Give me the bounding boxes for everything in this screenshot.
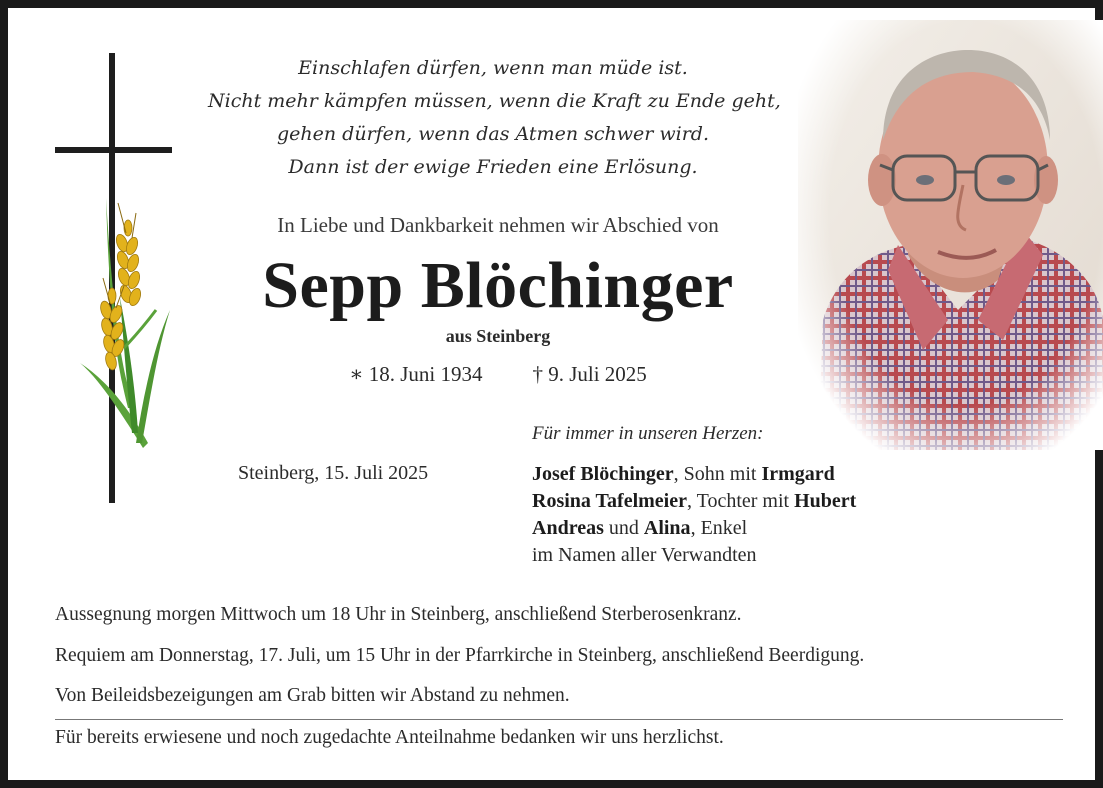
mourner-name: Irmgard	[761, 463, 835, 485]
mourner-name: Andreas	[532, 517, 604, 539]
deceased-name: Sepp Blöchinger	[262, 249, 734, 322]
mourner-name: Rosina Tafelmeier	[532, 490, 687, 512]
divider-line	[55, 719, 1063, 720]
thanks-line: Für bereits erwiesene und noch zugedachte Anteilnahme bedanken wir uns herzlichst.	[55, 727, 724, 748]
verse-line: Einschlafen dürfen, wenn man müde ist.	[298, 57, 688, 79]
notice-line: Aussegnung morgen Mittwoch um 18 Uhr in Steinberg, anschließend Sterberosenkranz.	[55, 604, 742, 625]
farewell-intro: In Liebe und Dankbarkeit nehmen wir Abschied von	[277, 213, 719, 237]
forever-heading: Für immer in unseren Herzen:	[532, 423, 764, 444]
verse-line: gehen dürfen, wenn das Atmen schwer wird.	[277, 123, 709, 145]
deceased-origin: aus Steinberg	[445, 326, 551, 346]
cross-with-wheat-icon	[48, 48, 178, 508]
portrait-photo	[798, 20, 1103, 450]
death-date: † 9. Juli 2025	[532, 362, 647, 386]
mourner-name: Alina	[643, 517, 691, 539]
verse-line: Nicht mehr kämpfen müssen, wenn die Kraft zu Ende geht,	[208, 90, 781, 112]
birth-date: ∗ 18. Juni 1934	[349, 362, 483, 386]
mourner-name: Josef Blöchinger	[532, 463, 674, 485]
mourner-row	[532, 461, 856, 488]
mourner-row: im Namen aller Verwandten	[532, 544, 757, 566]
notice-line: Requiem am Donnerstag, 17. Juli, um 15 Uhr in der Pfarrkirche in Steinberg, anschließend Beerdigung.	[55, 644, 865, 666]
mourner-row	[532, 515, 856, 542]
verse-line: Dann ist der ewige Frieden eine Erlösung.	[288, 156, 698, 178]
service-notices	[55, 602, 1065, 724]
place-and-date: Steinberg, 15. Juli 2025	[238, 462, 429, 484]
memorial-verse	[208, 52, 781, 184]
life-dates	[208, 362, 788, 387]
mourner-relation: , Enkel	[690, 517, 748, 539]
mourners-list	[532, 461, 856, 569]
mourner-joiner: und	[603, 517, 644, 539]
mourner-relation: , Tochter mit	[687, 490, 795, 512]
mourner-row	[532, 488, 856, 515]
mourner-name: Hubert	[794, 490, 857, 512]
mourner-relation: , Sohn mit	[673, 463, 762, 485]
notice-line: Von Beileidsbezeigungen am Grab bitten wir Abstand zu nehmen.	[55, 685, 570, 706]
